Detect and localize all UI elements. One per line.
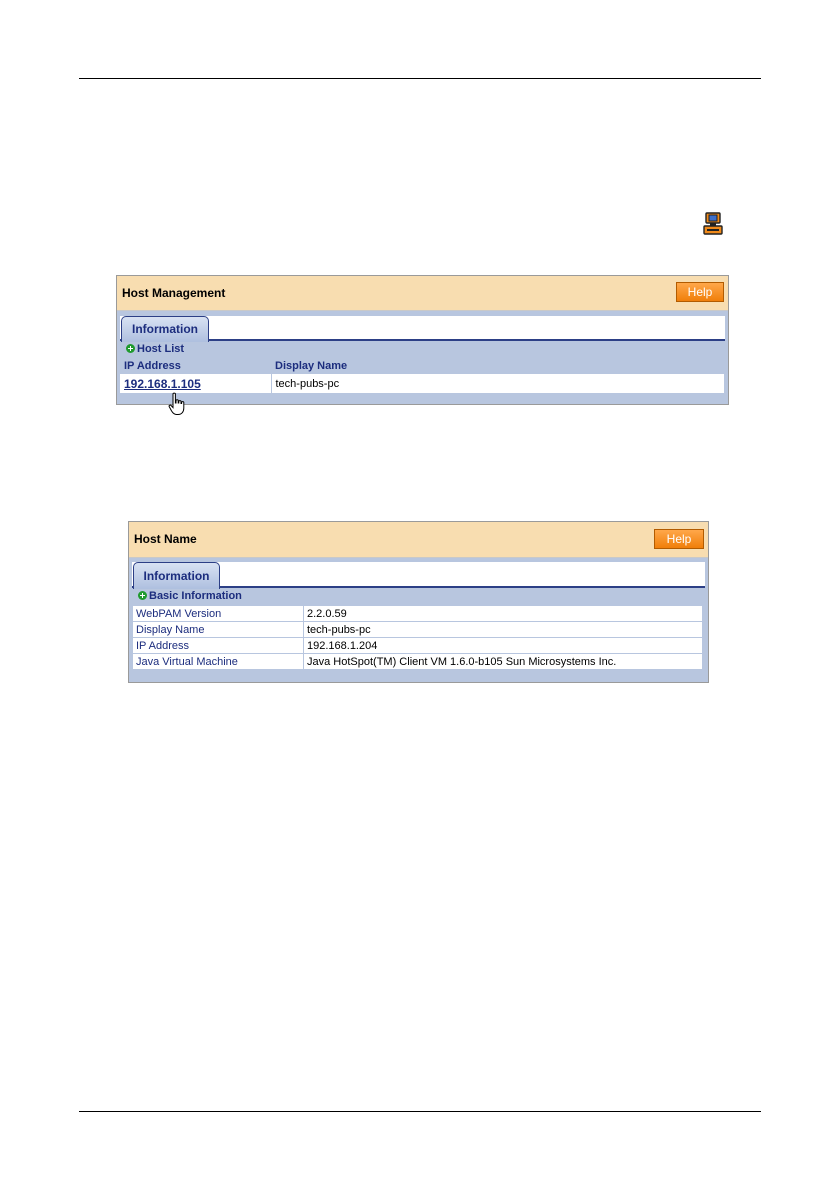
- table-header-row: [120, 358, 725, 374]
- row-label: IP Address: [133, 638, 304, 654]
- section-host-list: [117, 341, 728, 358]
- table-row: [120, 374, 725, 393]
- hand-pointer-icon: [168, 392, 188, 416]
- row-value: tech-pubs-pc: [304, 622, 703, 638]
- row-label: WebPAM Version: [133, 606, 304, 622]
- ip-cell: [120, 374, 271, 393]
- tab-strip: [129, 558, 708, 588]
- panel-title: Host Name: [134, 532, 197, 546]
- table-row: [133, 638, 703, 654]
- basic-info-table: [132, 605, 703, 670]
- panel-title: Host Management: [122, 286, 226, 300]
- row-label: Java Virtual Machine: [133, 654, 304, 670]
- help-button[interactable]: Help: [676, 282, 724, 302]
- header-rule: [79, 78, 761, 79]
- table-row: [133, 606, 703, 622]
- tab-strip: [117, 311, 728, 341]
- tab-information[interactable]: Information: [121, 316, 209, 342]
- row-label: Display Name: [133, 622, 304, 638]
- host-computer-icon[interactable]: [702, 212, 724, 236]
- table-row: [133, 622, 703, 638]
- host-management-panel: [116, 275, 729, 405]
- display-name-cell: tech-pubs-pc: [271, 374, 725, 393]
- host-table: [120, 358, 725, 393]
- green-plus-icon: [138, 591, 147, 600]
- section-label: Host List: [137, 343, 185, 355]
- row-value: 2.2.0.59: [304, 606, 703, 622]
- green-plus-icon: [126, 344, 135, 353]
- table-row: [133, 654, 703, 670]
- section-label: Basic Information: [149, 590, 242, 602]
- row-value: 192.168.1.204: [304, 638, 703, 654]
- tab-bar: [120, 316, 725, 341]
- panel-header: [117, 276, 728, 311]
- ip-address-link[interactable]: 192.168.1.105: [124, 376, 201, 391]
- column-header-ip: IP Address: [120, 358, 271, 374]
- footer-rule: [79, 1111, 761, 1112]
- help-button[interactable]: Help: [654, 529, 704, 549]
- host-name-panel: [128, 521, 709, 683]
- column-header-display-name: Display Name: [271, 358, 725, 374]
- section-basic-information: [129, 588, 708, 605]
- panel-header: [129, 522, 708, 558]
- tab-information[interactable]: Information: [133, 562, 220, 589]
- row-value: Java HotSpot(TM) Client VM 1.6.0-b105 Sun Microsystems Inc.: [304, 654, 703, 670]
